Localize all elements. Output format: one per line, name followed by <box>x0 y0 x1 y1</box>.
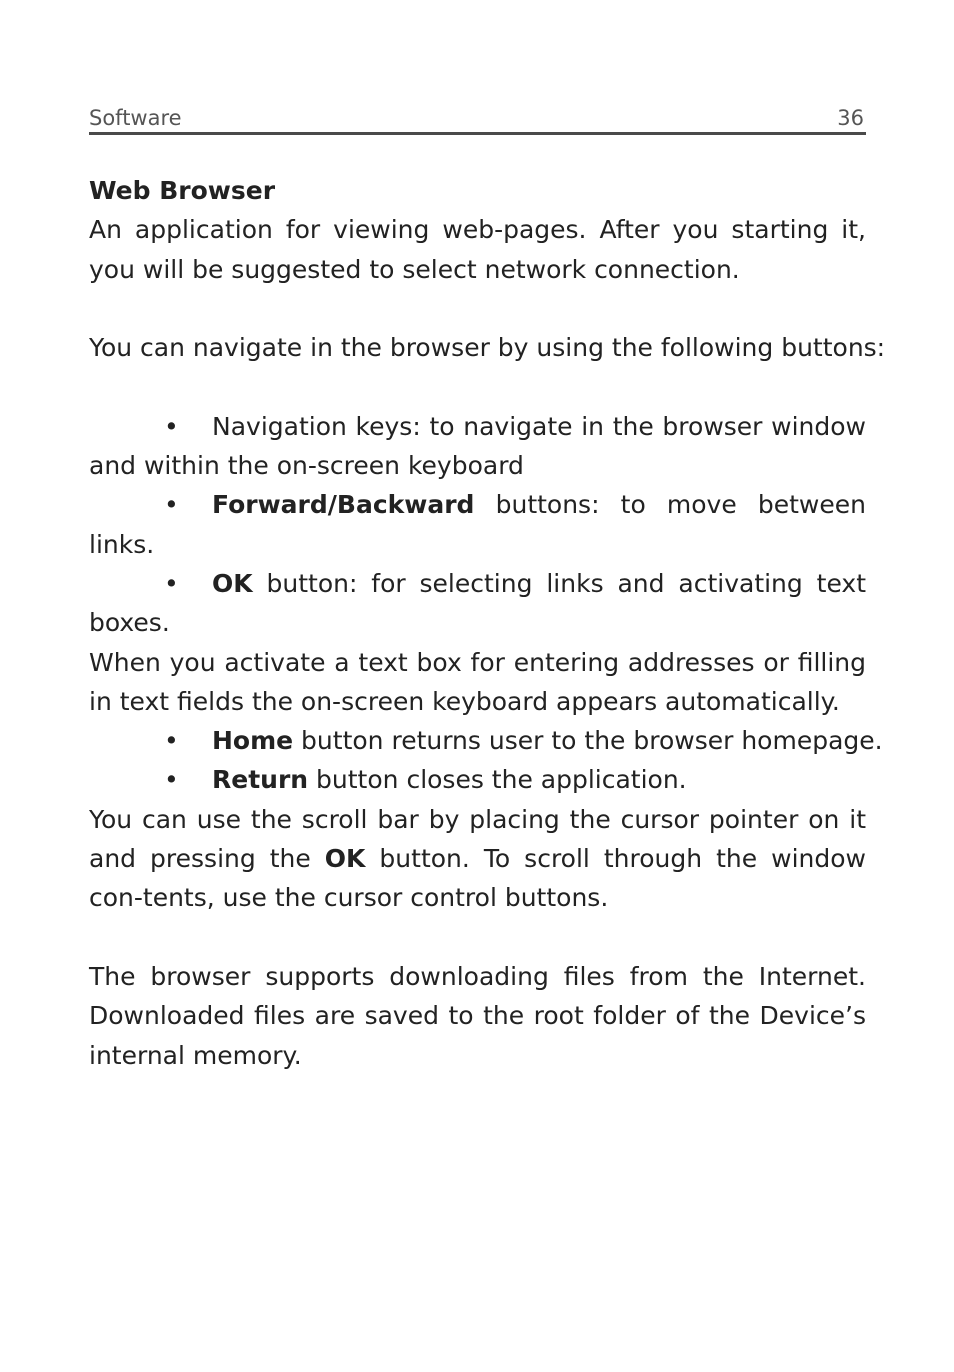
bullet-text: button closes the application. <box>308 765 687 795</box>
navigate-intro-paragraph: You can navigate in the browser by using the following buttons: <box>89 333 886 363</box>
header-page-number: 36 <box>837 106 864 130</box>
download-paragraph: The browser supports downloading files from the Internet. Downloaded files are saved to the root folder of the Device’s internal memory. <box>89 961 866 1070</box>
bullet-icon: • <box>164 765 179 795</box>
section-heading: Web Browser <box>89 176 276 205</box>
header-section-title: Software <box>89 106 182 130</box>
bullet-icon: • <box>164 726 179 756</box>
paragraph-gap <box>89 367 866 406</box>
paragraph-gap <box>89 918 866 957</box>
bullet-icon: • <box>164 411 179 441</box>
bullet-forward-backward <box>89 485 866 564</box>
bullet-text: Navigation keys: to navigate in the browser window and within the on-screen keyboard <box>89 411 866 481</box>
bullet-text: buttons: to move between links. <box>89 490 866 559</box>
scroll-text-start: You can use the scroll bar by placing the cursor pointer on it and pressing the <box>89 804 866 874</box>
bullet-icon: • <box>164 568 179 598</box>
bullet-home <box>89 721 883 760</box>
textbox-note-paragraph: When you activate a text box for entering addresses or filling in text fields the on-screen keyboard appears automatically. <box>89 647 866 716</box>
paragraph-gap <box>89 289 866 328</box>
bullet-text: button returns user to the browser homepage. <box>293 726 883 756</box>
bullet-bold-label: Return <box>212 765 309 795</box>
intro-paragraph: An application for viewing web-pages. After you starting it, you will be suggested to select network connection. <box>89 215 866 284</box>
scroll-paragraph <box>89 800 866 918</box>
body-text <box>89 171 886 1075</box>
running-header <box>89 104 866 135</box>
bullet-icon: • <box>164 490 179 520</box>
scroll-text-end: button. To scroll through the window con-tents, use the cursor control buttons. <box>89 844 867 913</box>
scroll-bold-ok: OK <box>324 844 366 874</box>
bullet-bold-label: OK <box>212 568 253 598</box>
bullet-bold-label: Home <box>212 726 294 756</box>
bullet-navigation-keys <box>89 407 866 486</box>
bullet-ok <box>89 564 866 643</box>
bullet-bold-label: Forward/Backward <box>212 490 475 520</box>
bullet-text: button: for selecting links and activating text boxes. <box>89 568 866 638</box>
bullet-return <box>89 760 866 799</box>
